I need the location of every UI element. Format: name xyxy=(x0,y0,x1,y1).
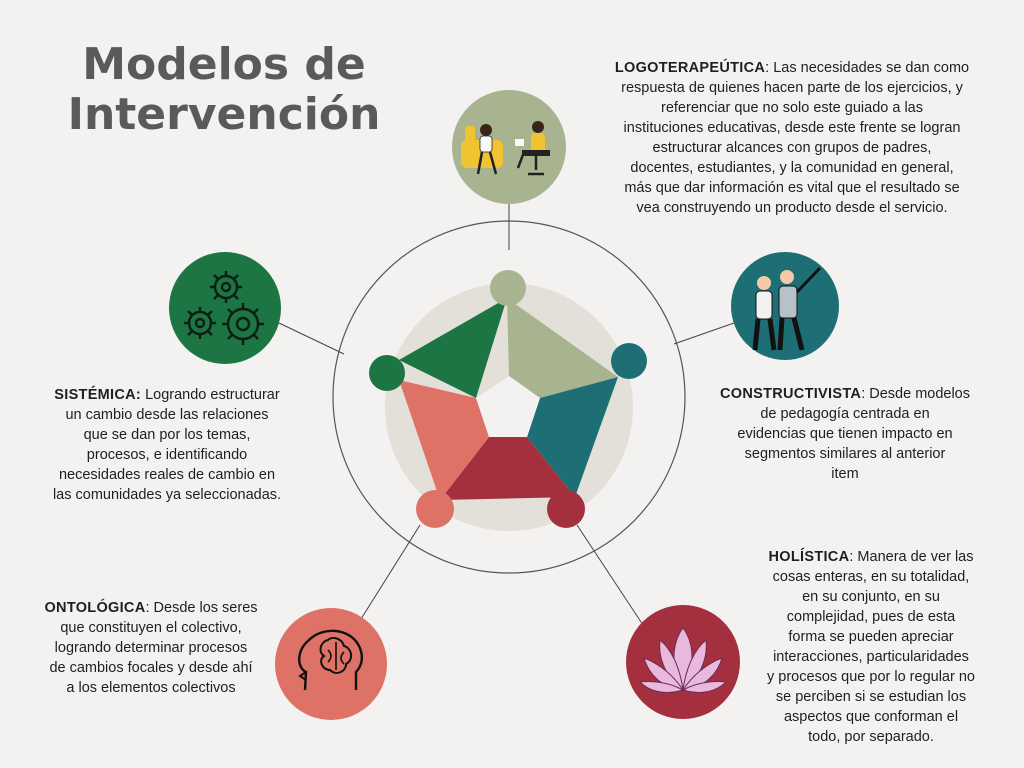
ontologica-text-4: a los elementos colectivos xyxy=(66,680,236,696)
title-line-1: Modelos de xyxy=(82,39,366,90)
holistica-text-2: en su conjunto, en su xyxy=(802,589,940,605)
constructivista-heading: CONSTRUCTIVISTA xyxy=(720,386,862,402)
dot-sistemica xyxy=(369,355,405,391)
dot-ontologica xyxy=(416,490,454,528)
dot-logoterapeutica xyxy=(490,270,526,306)
holistica-text-1: cosas enteras, en su totalidad, xyxy=(772,569,970,585)
logoterapeutica-text-2: referenciar que no solo este guiado a las xyxy=(661,100,923,116)
ontologica-text-1: que constituyen el colectivo, xyxy=(60,620,242,636)
holistica-heading: HOLÍSTICA xyxy=(768,549,850,565)
therapy-session-icon xyxy=(452,90,566,204)
ontologica-text-3: de cambios focales y desde ahí xyxy=(49,660,253,676)
connector-constructivista xyxy=(674,323,734,344)
connector-ontologica xyxy=(361,525,420,619)
holistica-text-9: todo, por separado. xyxy=(808,729,934,745)
logoterapeutica-text-4: estructurar alcances con grupos de padres, xyxy=(652,140,932,156)
sistemica-text-3: procesos, e identificando xyxy=(86,447,248,463)
constructivista-text-2: evidencias que tienen impacto en xyxy=(737,426,953,442)
dot-holistica xyxy=(547,490,585,528)
constructivista-line-1: CONSTRUCTIVISTA: Desde modelos xyxy=(720,386,970,402)
section-holistica xyxy=(744,547,998,747)
section-constructivista xyxy=(700,384,990,484)
connector-sistemica xyxy=(279,323,344,354)
ontologica-line-1: ONTOLÓGICA: Desde los seres xyxy=(44,600,258,616)
sistemica-text-5: las comunidades ya seleccionadas. xyxy=(52,487,282,503)
logoterapeutica-text-1: respuesta de quienes hacen parte de los ejercicios, y xyxy=(621,80,963,96)
logoterapeutica-text-6: más que dar información es vital que el resultado se xyxy=(624,180,960,196)
section-logoterapeutica xyxy=(582,58,1002,218)
ontologica-text-0: Desde los seres xyxy=(153,600,258,616)
constructivista-text-0: Desde modelos xyxy=(869,386,970,402)
sistemica-heading: SISTÉMICA: xyxy=(54,387,142,403)
holistica-text-7: se perciben si se estudian los xyxy=(775,689,967,705)
ontologica-text-2: logrando determinar procesos xyxy=(54,640,248,656)
sistemica-text-1: un cambio desde las relaciones xyxy=(65,407,269,423)
holistica-text-8: aspectos que conforman el xyxy=(783,709,959,725)
sistemica-text-4: necesidades reales de cambio en xyxy=(58,467,276,483)
sistemica-text-0: Logrando estructurar xyxy=(145,387,280,403)
sistemica-line-1 xyxy=(20,385,314,405)
holistica-text-5: interacciones, particularidades xyxy=(773,649,969,665)
holistica-text-6: y procesos que por lo regular no xyxy=(767,669,975,685)
dot-constructivista xyxy=(611,343,647,379)
lotus-icon xyxy=(626,605,740,719)
section-sistemica xyxy=(20,385,314,505)
logoterapeutica-text-5: docentes, estudiantes, y la comunidad en general, xyxy=(630,160,954,176)
holistica-text-4: forma se pueden apreciar xyxy=(788,629,954,645)
holistica-text-0: Manera de ver las xyxy=(857,549,974,565)
head-brain-icon xyxy=(275,608,387,720)
constructivista-text-4: item xyxy=(831,466,859,482)
logoterapeutica-text-0: Las necesidades se dan como xyxy=(773,60,970,76)
logoterapeutica-text-3: instituciones educativas, desde este frente se logran xyxy=(623,120,961,136)
people-pointing-icon xyxy=(731,252,839,360)
holistica-text-3: complejidad, pues de esta xyxy=(786,609,956,625)
gears-icon xyxy=(169,252,281,364)
logoterapeutica-heading: LOGOTERAPEÚTICA xyxy=(614,60,766,76)
connector-holistica xyxy=(577,525,643,625)
constructivista-text-1: de pedagogía centrada en xyxy=(760,406,930,422)
logoterapeutica-text-7: vea construyendo un producto desde el servicio. xyxy=(636,200,948,216)
title-line-2: Intervención xyxy=(67,89,381,140)
holistica-line-1: HOLÍSTICA: Manera de ver las xyxy=(768,549,974,565)
section-ontologica xyxy=(20,598,282,698)
constructivista-text-3: segmentos similares al anterior xyxy=(744,446,946,462)
ontologica-heading: ONTOLÓGICA xyxy=(44,600,146,616)
logoterapeutica-line-1: LOGOTERAPEÚTICA: Las necesidades se dan como xyxy=(614,60,970,76)
sistemica-text-2: que se dan por los temas, xyxy=(83,427,251,443)
